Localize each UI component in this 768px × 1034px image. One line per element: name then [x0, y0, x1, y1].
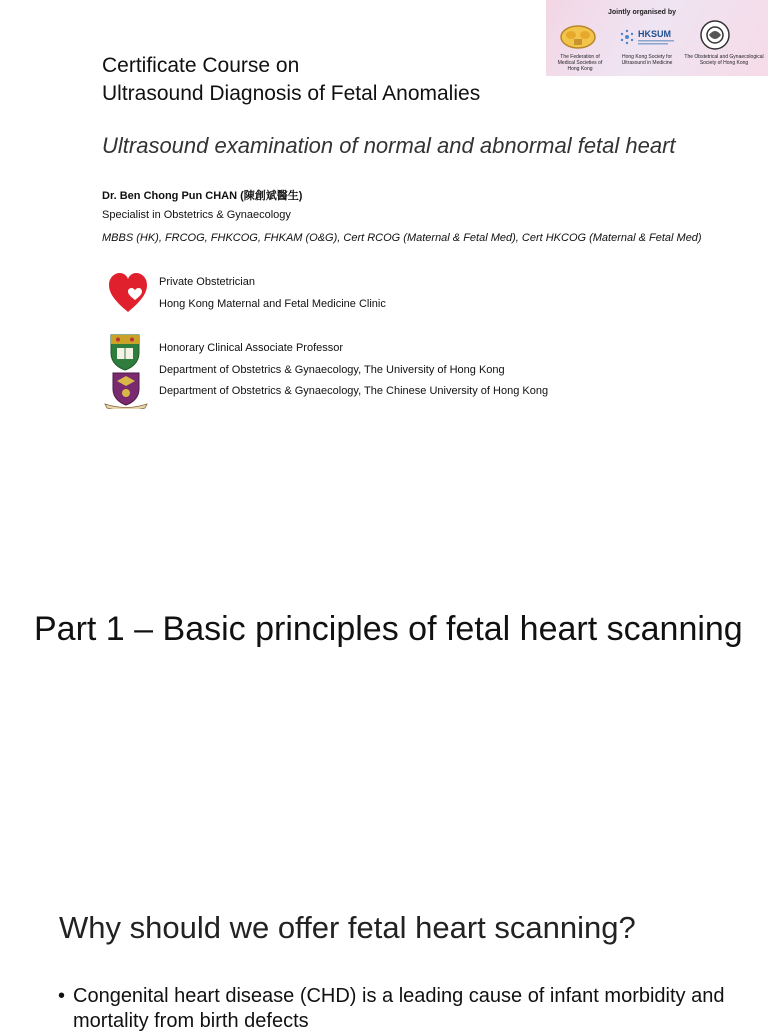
- cuhk-crest-icon: [103, 371, 149, 409]
- speaker-qualifications: MBBS (HK), FRCOG, FHKCOG, FHKAM (O&G), Cert RCOG (Maternal & Fetal Med), Cert HKCOG (Maternal & Fetal Med): [102, 232, 702, 244]
- list-item: [58, 984, 738, 1034]
- lecture-subtitle: Ultrasound examination of normal and abnormal fetal heart: [102, 133, 676, 158]
- org-hksum-name: Hong Kong Society for Ultrasound in Medicine: [621, 54, 673, 66]
- speaker-specialty: Specialist in Obstetrics & Gynaecology: [102, 209, 291, 221]
- org-ogshk-name: The Obstetrical and Gynaecological Society of Hong Kong: [684, 54, 764, 66]
- hksum-logo-text: HKSUM: [638, 29, 671, 39]
- heart-icon: [108, 272, 148, 314]
- bullet-text: Congenital heart disease (CHD) is a leading cause of infant morbidity and mortality from birth defects: [73, 985, 725, 1032]
- section-heading: Why should we offer fetal heart scanning?: [59, 910, 636, 945]
- academic-dept-cuhk: Department of Obstetrics & Gynaecology, The Chinese University of Hong Kong: [159, 385, 549, 397]
- ogshk-logo-icon: [698, 19, 732, 51]
- fmshk-logo-icon: [559, 23, 597, 51]
- organiser-banner: [546, 0, 768, 76]
- academic-role: Honorary Clinical Associate Professor: [159, 342, 344, 354]
- practice-clinic: Hong Kong Maternal and Fetal Medicine Clinic: [159, 298, 386, 310]
- hku-crest-icon: [109, 333, 141, 371]
- hksum-logo-icon: [618, 25, 682, 49]
- course-title-line1: Certificate Course on: [102, 54, 300, 77]
- speaker-name: Dr. Ben Chong Pun CHAN (陳創斌醫生): [102, 190, 303, 202]
- jointly-organised-label: Jointly organised by: [608, 9, 677, 16]
- academic-dept-hku: Department of Obstetrics & Gynaecology, The University of Hong Kong: [159, 364, 505, 376]
- org-fmshk-name: The Federation of Medical Societies of Hong Kong: [557, 54, 603, 72]
- part-heading: Part 1 – Basic principles of fetal heart scanning: [34, 610, 743, 648]
- practice-role: Private Obstetrician: [159, 276, 255, 288]
- course-title-line2: Ultrasound Diagnosis of Fetal Anomalies: [102, 82, 481, 105]
- bullet-marker: •: [58, 985, 66, 1007]
